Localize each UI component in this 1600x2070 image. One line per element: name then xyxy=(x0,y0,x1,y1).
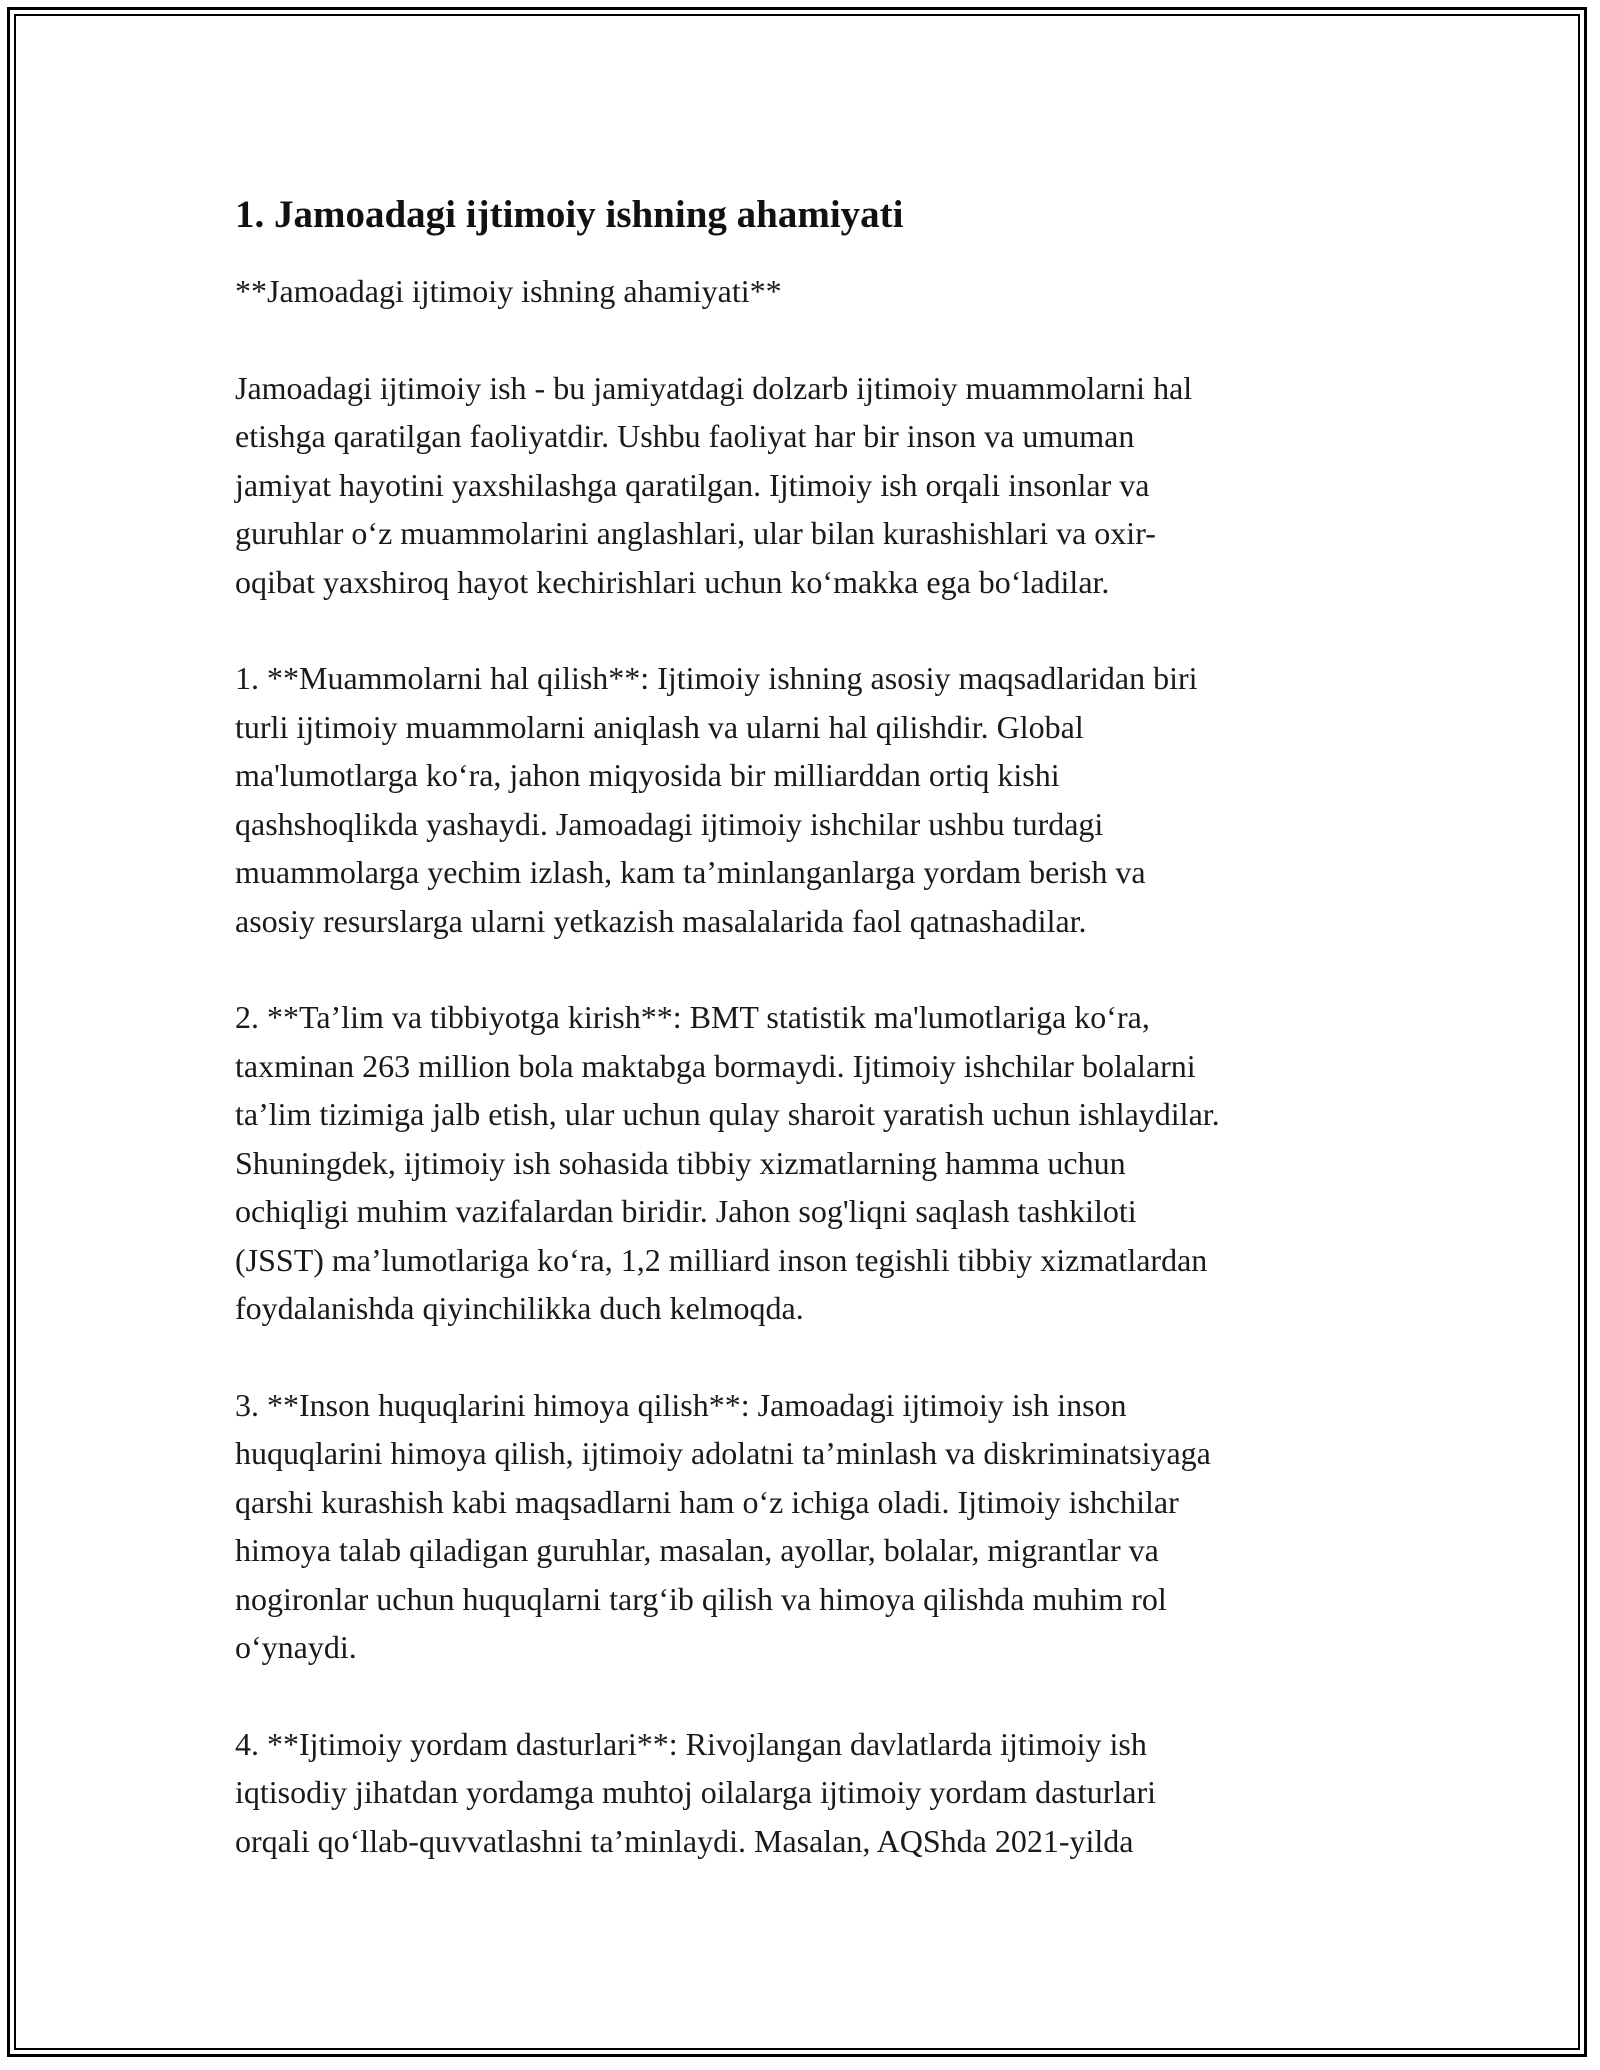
paragraph-line: Shuningdek, ijtimoiy ish sohasida tibbiy xizmatlarning hamma uchun xyxy=(235,1144,1126,1181)
paragraph-line: himoya talab qiladigan guruhlar, masalan, ayollar, bolalar, migrantlar va xyxy=(235,1532,1159,1568)
paragraph-item-2 xyxy=(235,993,1385,1333)
paragraph-line: oqibat yaxshiroq hayot kechirishlari uchun ko‘makka ega bo‘ladilar. xyxy=(235,563,1110,600)
paragraph-item-3 xyxy=(235,1381,1385,1672)
paragraph-line: 3. **Inson huquqlarini himoya qilish**: Jamoadagi ijtimoiy ish inson xyxy=(235,1386,1127,1423)
paragraph-line: 2. **Ta’lim va tibbiyotga kirish**: BMT statistik ma'lumotlariga ko‘ra, xyxy=(235,999,1150,1035)
paragraph-line: qarshi kurashish kabi maqsadlarni ham o‘z ichiga oladi. Ijtimoiy ishchilar xyxy=(235,1483,1179,1520)
paragraph-line: Jamoadagi ijtimoiy ish - bu jamiyatdagi dolzarb ijtimoiy muammolarni hal xyxy=(235,369,1193,406)
paragraph-line: o‘ynaydi. xyxy=(235,1629,357,1665)
document-title: 1. Jamoadagi ijtimoiy ishning ahamiyati xyxy=(235,193,904,236)
paragraph-line: jamiyat hayotini yaxshilashga qaratilgan. Ijtimoiy ish orqali insonlar va xyxy=(235,466,1150,503)
paragraph-item-4 xyxy=(235,1720,1385,1866)
paragraph-item-1 xyxy=(235,654,1385,945)
paragraph-line: ma'lumotlarga ko‘ra, jahon miqyosida bir milliarddan ortiq kishi xyxy=(235,757,1060,793)
paragraph-line: turli ijtimoiy muammolarni aniqlash va ularni hal qilishdir. Global xyxy=(235,708,1084,745)
paragraph-line: huquqlarini himoya qilish, ijtimoiy adolatni ta’minlash va diskriminatsiyaga xyxy=(235,1435,1211,1471)
paragraph-intro xyxy=(235,364,1385,607)
paragraph-line: etishga qaratilgan faoliyatdir. Ushbu faoliyat har bir inson va umuman xyxy=(235,418,1135,454)
paragraph-line: ta’lim tizimiga jalb etish, ular uchun qulay sharoit yaratish uchun ishlaydilar. xyxy=(235,1096,1220,1132)
paragraph-line: taxminan 263 million bola maktabga bormaydi. Ijtimoiy ishchilar bolalarni xyxy=(235,1047,1196,1084)
paragraph-line: iqtisodiy jihatdan yordamga muhtoj oilalarga ijtimoiy yordam dasturlari xyxy=(235,1774,1157,1810)
document-body xyxy=(235,185,1385,1913)
paragraph-line: 1. **Muammolarni hal qilish**: Ijtimoiy ishning asosiy maqsadlaridan biri xyxy=(235,660,1198,696)
paragraph-line: muammolarga yechim izlash, kam ta’minlanganlarga yordam berish va xyxy=(235,854,1146,890)
paragraph-line: asosiy resurslarga ularni yetkazish masalalarida faol qatnashadilar. xyxy=(235,902,1087,939)
paragraph-line: nogironlar uchun huquqlarni targ‘ib qilish va himoya qilishda muhim rol xyxy=(235,1580,1167,1617)
paragraph-line: qashshoqlikda yashaydi. Jamoadagi ijtimoiy ishchilar ushbu turdagi xyxy=(235,805,1104,842)
paragraph-line: ochiqligi muhim vazifalardan biridir. Jahon sog'liqni saqlash tashkiloti xyxy=(235,1193,1137,1229)
paragraph-line: orqali qo‘llab-quvvatlashni ta’minlaydi. Masalan, AQShda 2021-yilda xyxy=(235,1822,1134,1859)
paragraph-line: **Jamoadagi ijtimoiy ishning ahamiyati** xyxy=(235,273,782,309)
paragraph-line: 4. **Ijtimoiy yordam dasturlari**: Rivojlangan davlatlarda ijtimoiy ish xyxy=(235,1725,1147,1762)
paragraph-heading xyxy=(235,267,1385,316)
paragraph-line: guruhlar o‘z muammolarini anglashlari, ular bilan kurashishlari va oxir- xyxy=(235,515,1156,551)
paragraph-line: (JSST) ma’lumotlariga ko‘ra, 1,2 milliard inson tegishli tibbiy xizmatlardan xyxy=(235,1241,1208,1278)
paragraph-line: foydalanishda qiyinchilikka duch kelmoqda. xyxy=(235,1290,804,1326)
